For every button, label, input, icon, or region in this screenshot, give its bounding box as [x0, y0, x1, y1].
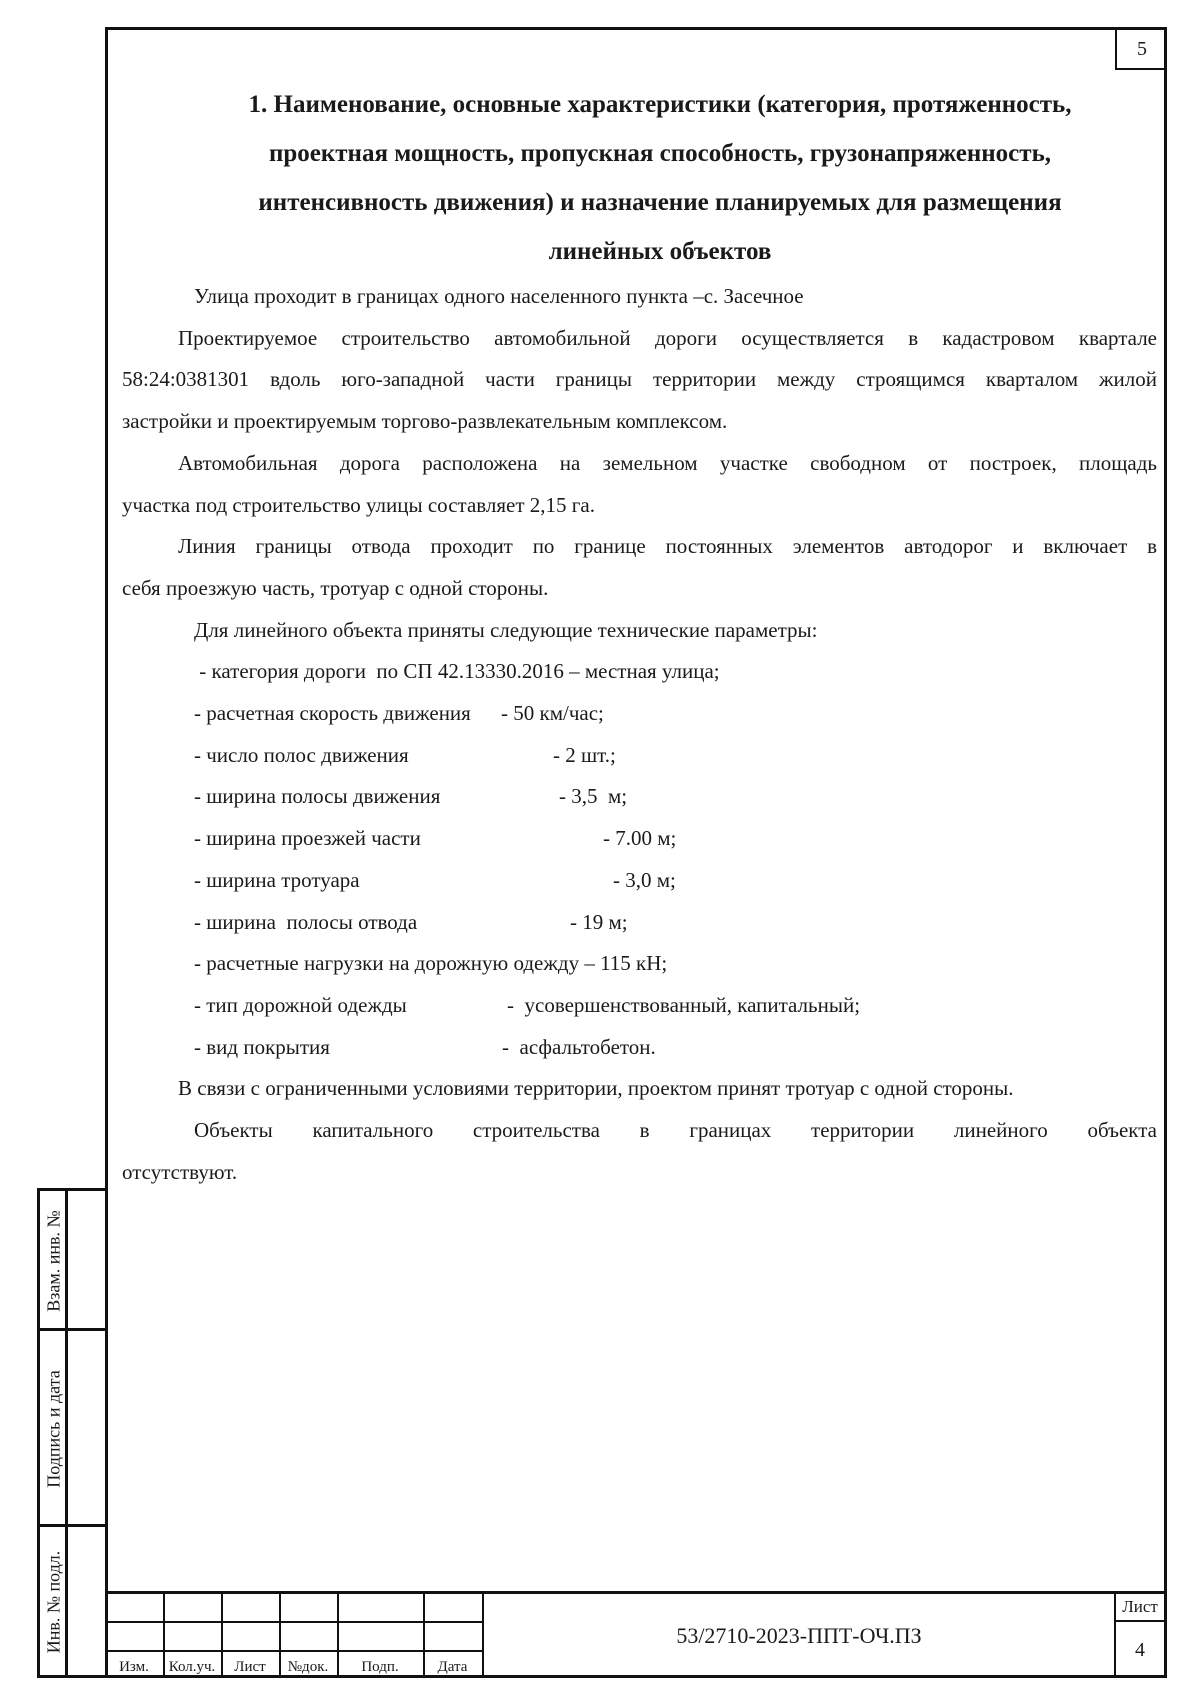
paragraph: Улица проходит в границах одного населенного пункта –с. Засечное	[194, 284, 804, 308]
param-item	[122, 693, 1157, 735]
col-data: Дата	[437, 1659, 468, 1675]
paragraph-line: Объекты капитального строительства в границах территории линейного объекта	[194, 1118, 1157, 1143]
heading-line: интенсивность движения) и назначение планируемых для размещения	[258, 189, 1062, 216]
paragraph-line: Автомобильная дорога расположена на земельном участке свободном от построек, площадь	[178, 450, 1157, 475]
side-cell-vzam	[40, 1191, 105, 1331]
param-item	[122, 776, 1157, 818]
param-label: - ширина тротуара	[194, 867, 360, 892]
param-item	[122, 943, 1157, 985]
side-stamp	[37, 1188, 105, 1678]
param-label: - вид покрытия	[194, 1034, 330, 1059]
param-item	[122, 1027, 1157, 1069]
col-list: Лист	[234, 1659, 266, 1675]
param-label: - ширина проезжей части	[194, 826, 421, 851]
col-kol-uch: Кол.уч.	[168, 1659, 216, 1675]
param-label: - ширина полосы отвода	[194, 909, 418, 934]
paragraph-line: отсутствуют.	[122, 1159, 238, 1184]
param-value: - 2 шт.;	[553, 742, 616, 767]
param-value: - асфальтобетон.	[502, 1034, 656, 1059]
heading-line: линейных объектов	[548, 238, 772, 265]
paragraph-line: застройки и проектируемым торгово-развлекательным комплексом.	[122, 409, 728, 434]
col-podp: Подп.	[361, 1659, 399, 1675]
body-text	[122, 276, 1157, 1193]
param-value: - 50 км/час;	[501, 701, 604, 726]
param-value: - усовершенствованный, капитальный;	[507, 992, 861, 1017]
param-item	[122, 735, 1157, 777]
document-code: 53/2710-2023-ППТ-ОЧ.ПЗ	[482, 1594, 1116, 1678]
param-value: - 7.00 м;	[603, 826, 677, 851]
side-label-podpis: Подпись и дата	[43, 1370, 64, 1488]
side-cell-podpis	[40, 1331, 105, 1527]
param-value: - 19 м;	[570, 909, 628, 934]
paragraph-line: себя проезжую часть, тротуар с одной стороны.	[122, 575, 549, 600]
title-block	[105, 1591, 1167, 1678]
heading-line: проектная мощность, пропускная способность, грузонапряженность,	[268, 140, 1052, 167]
paragraph-line: участка под строительство улицы составляет 2,15 га.	[122, 492, 595, 517]
side-label-inv: Инв. № подл.	[43, 1550, 64, 1654]
param-item	[122, 860, 1157, 902]
section-heading	[190, 80, 1130, 276]
side-label-vzam: Взам. инв. №	[43, 1210, 64, 1312]
heading-line: 1. Наименование, основные характеристики (категория, протяженность,	[248, 91, 1072, 118]
param-value: - 3,5 м;	[559, 784, 628, 809]
param-value: - 3,0 м;	[613, 867, 676, 892]
paragraph-line: Линия границы отвода проходит по границе постоянных элементов автодорог и включает в	[178, 534, 1157, 559]
paragraph-line: Проектируемое строительство автомобильной дороги осуществляется в кадастровом квартале	[178, 325, 1157, 350]
paragraph-line: 58:24:0381301 вдоль юго-западной части границы территории между строящимся кварталом жилой	[122, 367, 1157, 392]
param-item	[122, 985, 1157, 1027]
param-item	[122, 818, 1157, 860]
param-item	[122, 651, 1157, 693]
col-ndok: №док.	[287, 1659, 329, 1675]
param-label: - тип дорожной одежды	[194, 992, 407, 1017]
param-label: - число полос движения	[194, 742, 409, 767]
paragraph: Для линейного объекта приняты следующие технические параметры:	[194, 617, 818, 642]
sheet-cell	[1116, 1594, 1164, 1678]
title-block-grid	[105, 1594, 482, 1678]
side-cell-inv	[40, 1527, 105, 1678]
param-item	[122, 902, 1157, 944]
page-number: 5	[1115, 30, 1167, 70]
param-label: - ширина полосы движения	[194, 784, 441, 809]
col-izm: Изм.	[119, 1659, 149, 1675]
param-label: - расчетные нагрузки на дорожную одежду – 115 кН;	[194, 951, 668, 976]
param-list	[122, 651, 1157, 1068]
sheet-label: Лист	[1116, 1594, 1164, 1622]
param-label: - категория дороги по СП 42.13330.2016 – местная улица;	[194, 659, 720, 684]
param-label: - расчетная скорость движения	[194, 701, 471, 726]
sheet-number: 4	[1135, 1639, 1145, 1661]
paragraph: В связи с ограниченными условиями территории, проектом принят тротуар с одной стороны.	[178, 1076, 1014, 1101]
